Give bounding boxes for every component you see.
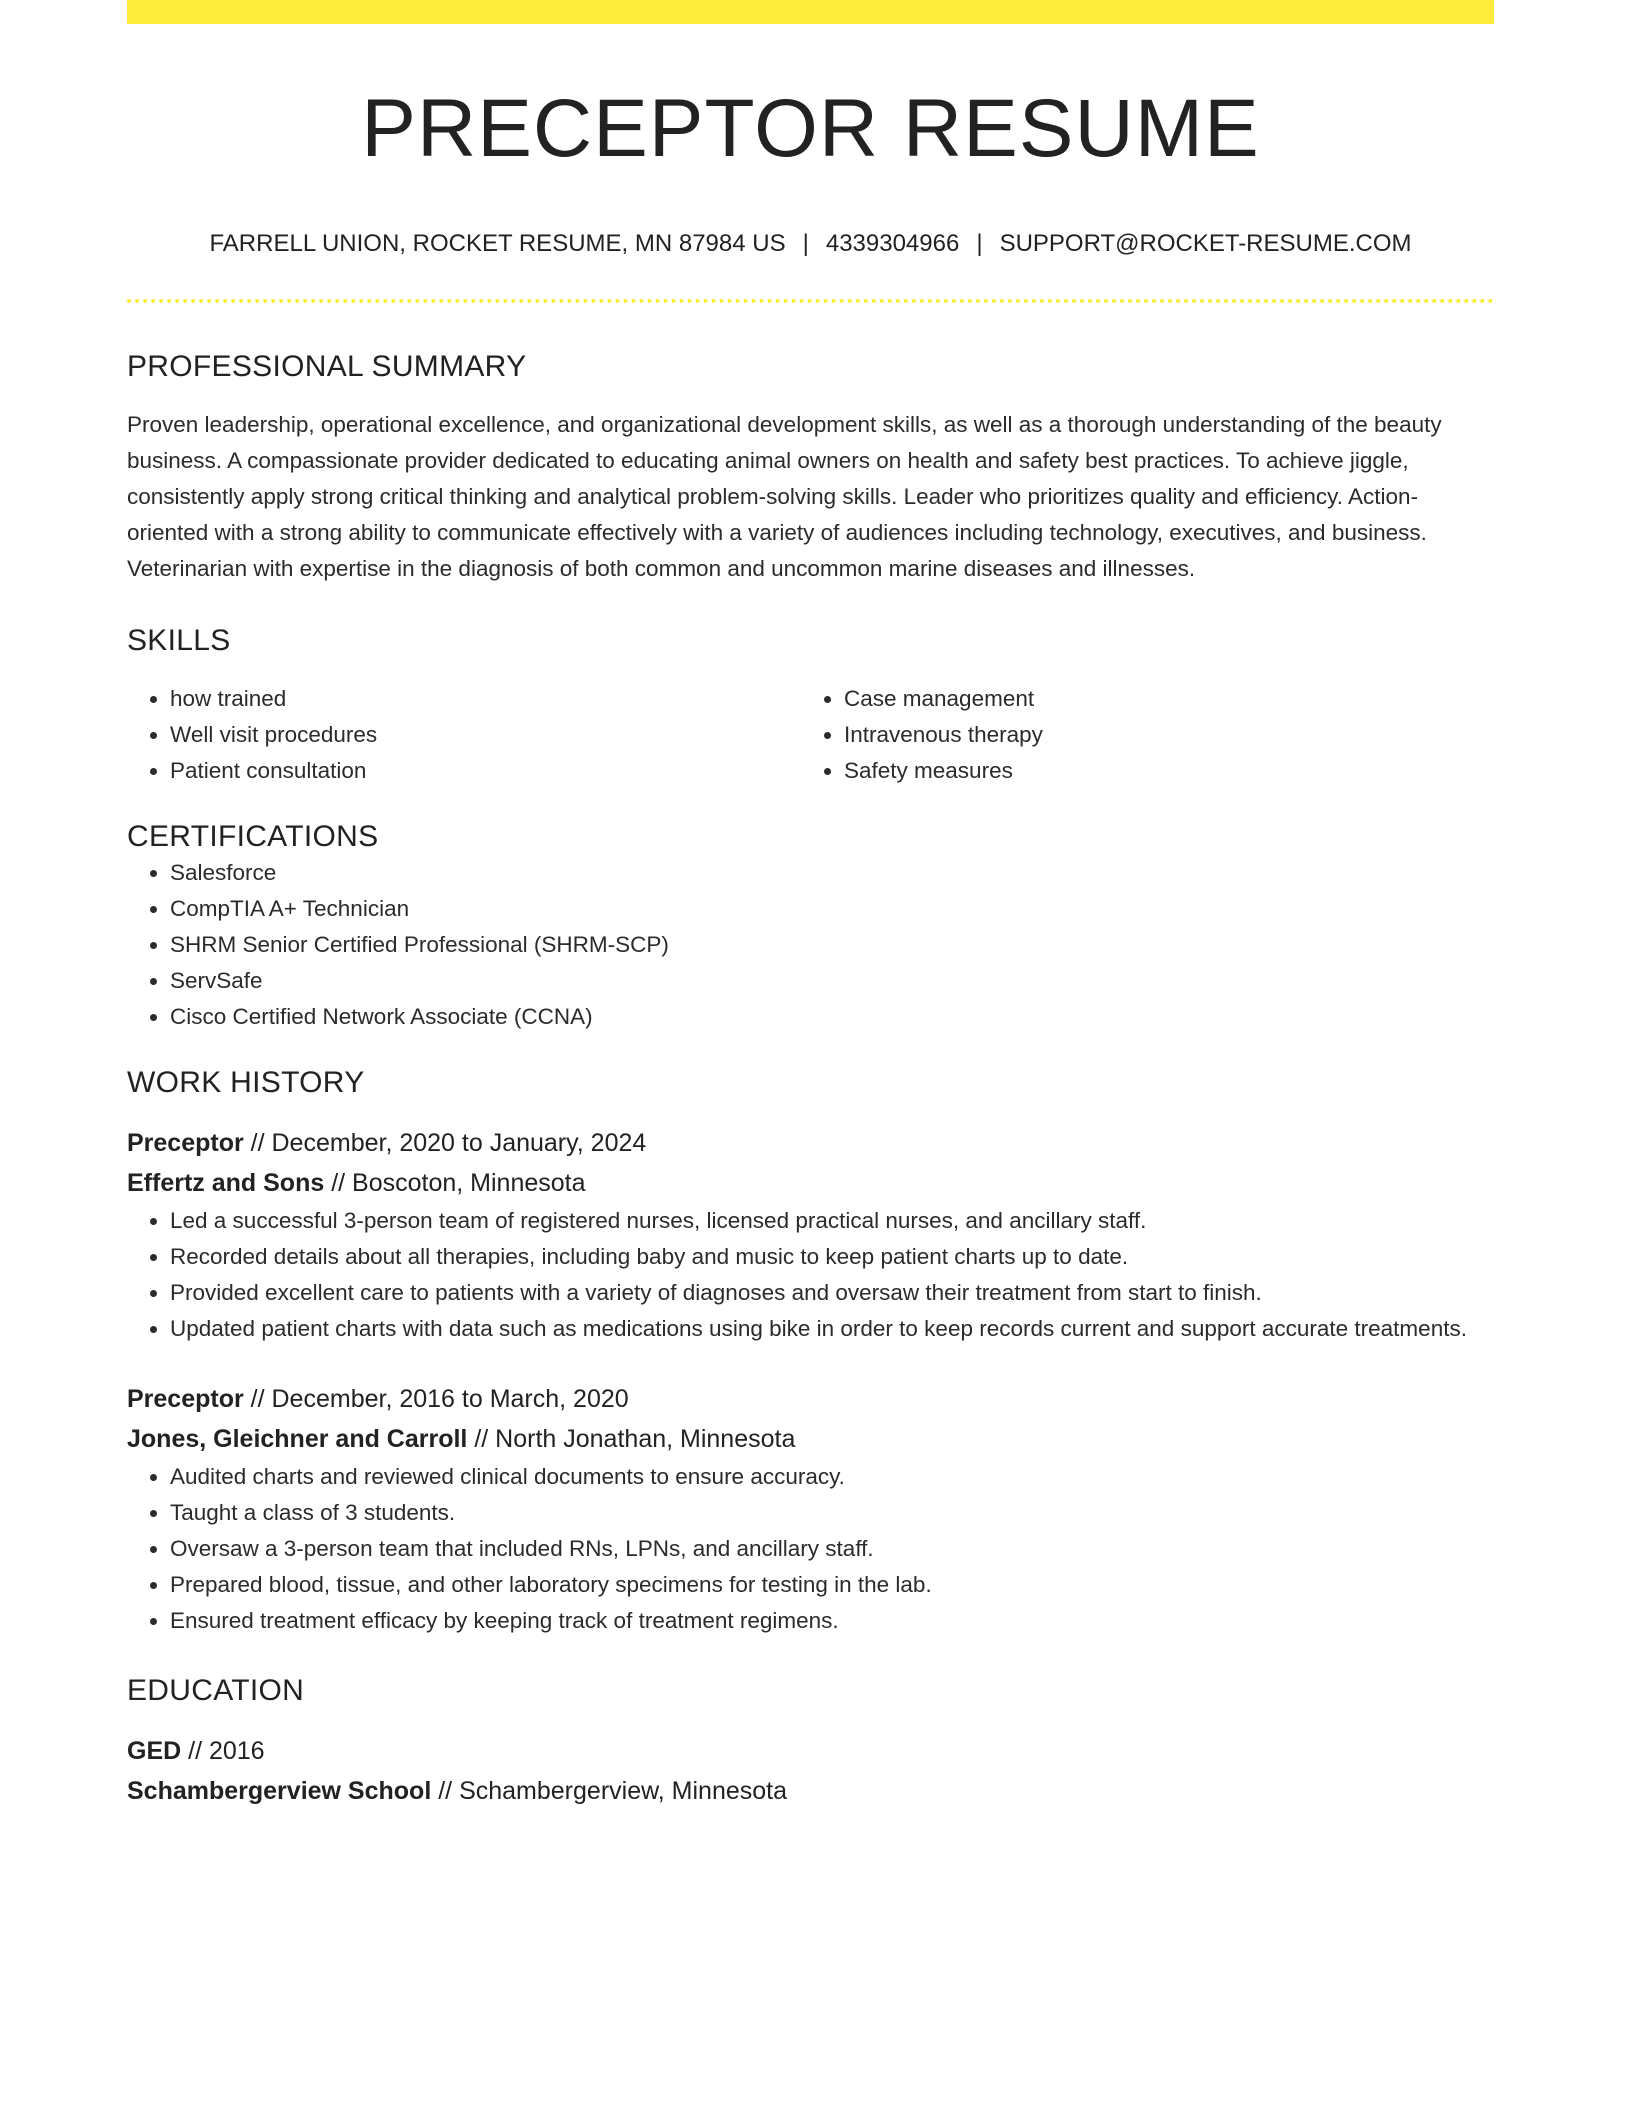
job-company-line xyxy=(127,1163,1494,1203)
skill-item: • Safety measures xyxy=(844,753,1475,789)
summary-text: Proven leadership, operational excellence, and organizational development skills, as well as a thorough understanding of the beauty business. A compassionate provider dedicated to educating animal owners on health and safety best practices. To achieve jiggle, consistently apply strong critical thinking and analytical problem-solving skills. Leader who prioritizes quality and efficiency. Action-oriented with a strong ability to communicate effectively with a variety of audiences including technology, executives, and business. Veterinarian with expertise in the diagnosis of both common and uncommon marine diseases and illnesses. xyxy=(127,412,1442,582)
skills-grid xyxy=(127,681,1494,789)
skill-item: • Intravenous therapy xyxy=(844,717,1475,753)
job-duties-list xyxy=(127,1203,1494,1347)
certifications-list xyxy=(127,855,1494,1035)
job-duty-item: • Ensured treatment efficacy by keeping track of treatment regimens. xyxy=(170,1603,1494,1639)
job-role-line xyxy=(127,1123,1494,1163)
skills-list-right xyxy=(801,681,1475,789)
job-duty-item: • Oversaw a 3-person team that included RNs, LPNs, and ancillary staff. xyxy=(170,1531,1494,1567)
job-duty-item: • Provided excellent care to patients with a variety of diagnoses and oversaw their treatment from start to finish. xyxy=(170,1275,1494,1311)
certification-item: • SHRM Senior Certified Professional (SHRM-SCP) xyxy=(170,927,1494,963)
skill-item: • Well visit procedures xyxy=(170,717,801,753)
skills-column-left xyxy=(127,681,801,789)
contact-separator: | xyxy=(976,230,983,258)
skills-column-right xyxy=(801,681,1475,789)
job-location: // North Jonathan, Minnesota xyxy=(467,1425,796,1454)
skills-list-left xyxy=(127,681,801,789)
work-history-heading: WORK HISTORY xyxy=(127,1066,365,1100)
job-duty-item: • Prepared blood, tissue, and other laboratory specimens for testing in the lab. xyxy=(170,1567,1494,1603)
contact-phone: 4339304966 xyxy=(825,230,960,258)
certification-item: • ServSafe xyxy=(170,963,1494,999)
resume-title: PRECEPTOR RESUME xyxy=(361,83,1260,174)
job-location: // Boscoton, Minnesota xyxy=(324,1169,586,1198)
certifications-heading: CERTIFICATIONS xyxy=(127,820,379,854)
education-heading: EDUCATION xyxy=(127,1674,305,1708)
contact-separator: | xyxy=(802,230,809,258)
job-role: Preceptor xyxy=(127,1385,244,1414)
header-divider xyxy=(127,299,1494,303)
skill-item: • how trained xyxy=(170,681,801,717)
certification-item: • Cisco Certified Network Associate (CCNA) xyxy=(170,999,1494,1035)
job-duty-item: • Taught a class of 3 students. xyxy=(170,1495,1494,1531)
job-role: Preceptor xyxy=(127,1129,244,1158)
job-company: Jones, Gleichner and Carroll xyxy=(127,1425,468,1454)
education-location: // Schambergerview, Minnesota xyxy=(431,1777,788,1806)
skill-item: • Case management xyxy=(844,681,1475,717)
contact-email: SUPPORT@ROCKET-RESUME.COM xyxy=(999,230,1412,258)
job-duty-item: • Updated patient charts with data such as medications using bike in order to keep records current and support accurate treatments. xyxy=(170,1311,1494,1347)
education-year: // 2016 xyxy=(181,1737,265,1766)
job-dates: // December, 2016 to March, 2020 xyxy=(243,1385,629,1414)
job-dates: // December, 2020 to January, 2024 xyxy=(243,1129,647,1158)
resume-page xyxy=(127,0,1494,1811)
education-school-line xyxy=(127,1771,1494,1811)
job-entry xyxy=(127,1379,1494,1639)
summary-heading: PROFESSIONAL SUMMARY xyxy=(127,350,527,384)
job-company-line xyxy=(127,1419,1494,1459)
contact-address: FARRELL UNION, ROCKET RESUME, MN 87984 US xyxy=(209,230,786,258)
job-company: Effertz and Sons xyxy=(127,1169,325,1198)
education-school: Schambergerview School xyxy=(127,1777,432,1806)
skills-heading: SKILLS xyxy=(127,624,231,658)
job-duties-list xyxy=(127,1459,1494,1639)
job-role-line xyxy=(127,1379,1494,1419)
job-entry xyxy=(127,1123,1494,1347)
job-duty-item: • Led a successful 3-person team of registered nurses, licensed practical nurses, and ancillary staff. xyxy=(170,1203,1494,1239)
certification-item: • CompTIA A+ Technician xyxy=(170,891,1494,927)
education-degree: GED xyxy=(127,1737,182,1766)
top-accent-bar xyxy=(127,0,1494,24)
job-duty-item: • Recorded details about all therapies, including baby and music to keep patient charts up to date. xyxy=(170,1239,1494,1275)
skill-item: • Patient consultation xyxy=(170,753,801,789)
contact-line xyxy=(127,230,1494,259)
job-duty-item: • Audited charts and reviewed clinical documents to ensure accuracy. xyxy=(170,1459,1494,1495)
certification-item: • Salesforce xyxy=(170,855,1494,891)
education-degree-line xyxy=(127,1731,1494,1771)
